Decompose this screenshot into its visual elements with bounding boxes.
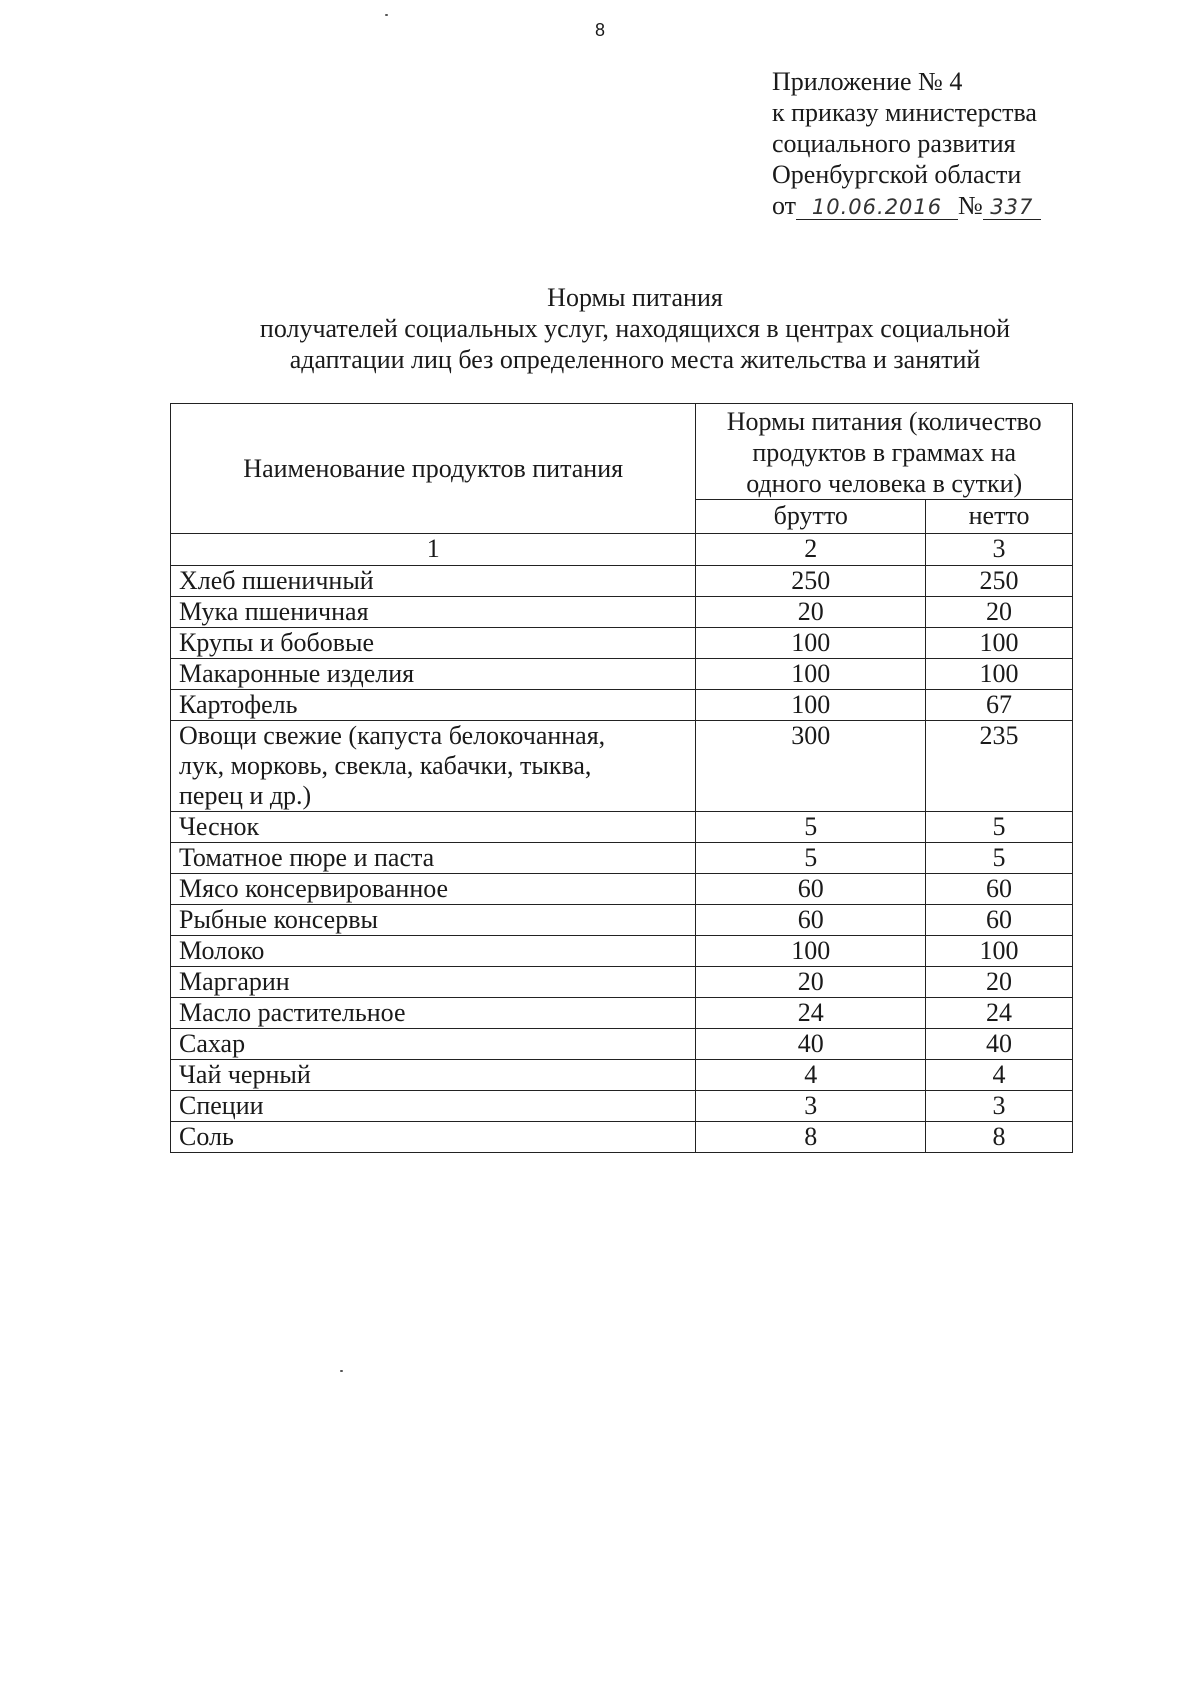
gross-value: 40 [696,1029,926,1060]
net-value: 4 [926,1060,1073,1091]
header-gross: брутто [696,500,926,534]
appendix-block [772,66,1041,221]
table-row [171,1060,1073,1091]
page-number: 8 [594,20,606,40]
net-value: 250 [926,566,1073,597]
gross-value: 100 [696,659,926,690]
net-value: 60 [926,905,1073,936]
handwritten-number: 337 [983,195,1041,220]
product-name: Чеснок [171,812,696,843]
net-value: 100 [926,936,1073,967]
gross-value: 100 [696,936,926,967]
gross-value: 20 [696,597,926,628]
product-name: Молоко [171,936,696,967]
column-number-1: 1 [171,534,696,566]
net-value: 3 [926,1091,1073,1122]
product-name-line-1: Овощи свежие (капуста белокочанная, [179,721,606,750]
gross-value: 4 [696,1060,926,1091]
product-name [171,721,696,812]
header-product-name: Наименование продуктов питания [171,404,696,534]
gross-value: 60 [696,905,926,936]
nutrition-norms-table [170,403,1073,1153]
table-row [171,659,1073,690]
product-name: Картофель [171,690,696,721]
header-norms-line-2: продуктов в граммах на [752,438,1017,467]
gross-value: 250 [696,566,926,597]
number-prefix: № [958,191,983,220]
product-name: Чай черный [171,1060,696,1091]
product-name: Крупы и бобовые [171,628,696,659]
table-row [171,967,1073,998]
table-row [171,1029,1073,1060]
gross-value: 60 [696,874,926,905]
column-number-3: 3 [926,534,1073,566]
header-norms [696,404,1073,500]
appendix-order-line: к приказу министерства [772,98,1037,127]
table-row [171,1122,1073,1153]
table-row [171,628,1073,659]
table-row [171,812,1073,843]
table-row [171,874,1073,905]
gross-value: 24 [696,998,926,1029]
net-value: 24 [926,998,1073,1029]
table-row [171,998,1073,1029]
table-row [171,690,1073,721]
column-number-row [171,534,1073,566]
title-line-3: адаптации лиц без определенного места жительства и занятий [289,345,981,374]
header-norms-line-1: Нормы питания (количество [726,407,1042,436]
gross-value: 100 [696,628,926,659]
gross-value: 3 [696,1091,926,1122]
net-value: 5 [926,812,1073,843]
gross-value: 100 [696,690,926,721]
header-norms-line-3: одного человека в сутки) [746,469,1023,498]
gross-value: 20 [696,967,926,998]
handwritten-date: 10.06.2016 [796,195,958,220]
product-name: Масло растительное [171,998,696,1029]
net-value: 20 [926,597,1073,628]
from-prefix: от [772,191,797,220]
net-value: 67 [926,690,1073,721]
product-name: Хлеб пшеничный [171,566,696,597]
net-value: 60 [926,874,1073,905]
product-name: Мясо консервированное [171,874,696,905]
product-name: Маргарин [171,967,696,998]
appendix-date-line [772,190,1041,221]
product-name: Соль [171,1122,696,1153]
net-value: 5 [926,843,1073,874]
gross-value: 300 [696,721,926,812]
net-value: 20 [926,967,1073,998]
table-row [171,1091,1073,1122]
table-row [171,721,1073,812]
appendix-title: Приложение № 4 [772,67,963,96]
gross-value: 5 [696,812,926,843]
table-header-row [171,404,1073,500]
product-name: Специи [171,1091,696,1122]
table-row [171,597,1073,628]
appendix-ministry-line: социального развития [772,129,1016,158]
product-name: Томатное пюре и паста [171,843,696,874]
scan-speck [340,1370,343,1372]
net-value: 40 [926,1029,1073,1060]
appendix-region-line: Оренбургской области [772,160,1022,189]
title-line-2: получателей социальных услуг, находящихся в центрах социальной [259,314,1011,343]
header-net: нетто [926,500,1073,534]
gross-value: 5 [696,843,926,874]
gross-value: 8 [696,1122,926,1153]
product-name: Сахар [171,1029,696,1060]
product-name: Макаронные изделия [171,659,696,690]
product-name-line-2: лук, морковь, свекла, кабачки, тыква, [179,751,592,780]
document-title [0,282,1200,375]
product-name-line-3: перец и др.) [179,781,312,810]
scan-speck [385,14,388,16]
table-row [171,905,1073,936]
net-value: 235 [926,721,1073,812]
product-name: Рыбные консервы [171,905,696,936]
title-line-1: Нормы питания [547,283,723,312]
table-row [171,843,1073,874]
table-row [171,936,1073,967]
net-value: 100 [926,628,1073,659]
column-number-2: 2 [696,534,926,566]
table-row [171,566,1073,597]
net-value: 8 [926,1122,1073,1153]
net-value: 100 [926,659,1073,690]
product-name: Мука пшеничная [171,597,696,628]
